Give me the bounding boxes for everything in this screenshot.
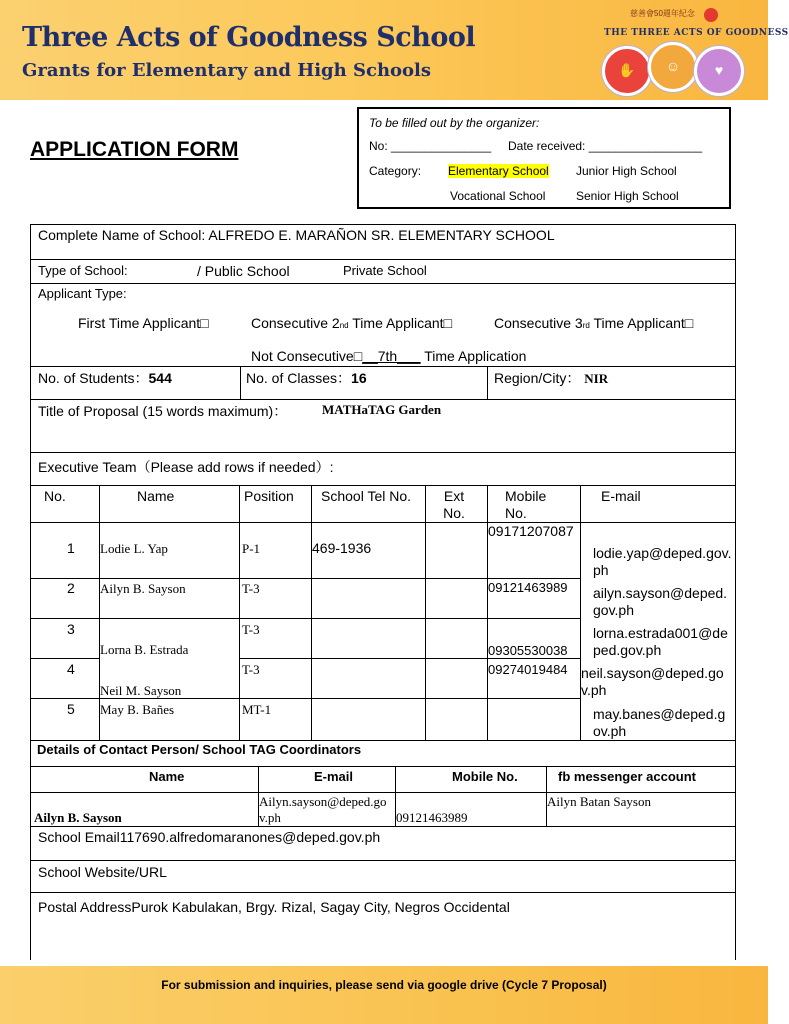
row-mobile[interactable]: 09121463989 bbox=[488, 580, 568, 595]
category-vocational[interactable]: Vocational School bbox=[450, 189, 546, 203]
row-name[interactable]: May B. Bañes bbox=[100, 702, 175, 717]
col-header-ext: Ext No. bbox=[443, 488, 465, 521]
consecutive-2nd-option[interactable]: Consecutive 2nd Time Applicant□ bbox=[251, 315, 453, 331]
submission-note: For submission and inquiries, please send via google drive (Cycle 7 Proposal) bbox=[161, 978, 607, 992]
school-email-field[interactable]: School Email117690.alfredomaranones@deped.gov.ph bbox=[38, 829, 381, 845]
not-consecutive-option[interactable]: Not Consecutive□__7th___ Time Application bbox=[251, 348, 527, 364]
school-program-title: Three Acts of Goodness School bbox=[22, 22, 476, 53]
row-no: 3 bbox=[67, 621, 75, 637]
form-title: APPLICATION FORM bbox=[30, 138, 239, 161]
row-position[interactable]: T-3 bbox=[242, 662, 260, 677]
contact-name[interactable]: Ailyn B. Sayson bbox=[34, 810, 122, 825]
contact-col-fb: fb messenger account bbox=[558, 769, 696, 784]
row-email[interactable]: lodie.yap@deped.gov.ph bbox=[593, 545, 732, 578]
category-elementary[interactable]: Elementary School bbox=[448, 164, 549, 178]
consecutive-3rd-option[interactable]: Consecutive 3rd Time Applicant□ bbox=[494, 315, 694, 331]
applicant-type-label: Applicant Type: bbox=[38, 286, 127, 301]
col-header-email: E-mail bbox=[601, 488, 641, 504]
program-subtitle: Grants for Elementary and High Schools bbox=[22, 60, 432, 81]
row-position[interactable]: P-1 bbox=[242, 541, 261, 556]
row-position[interactable]: T-3 bbox=[242, 581, 260, 596]
proposal-title-value[interactable]: MATHaTAG Garden bbox=[322, 402, 442, 417]
footer-banner bbox=[0, 966, 768, 1024]
col-header-no: No. bbox=[44, 488, 66, 504]
col-header-mobile: Mobile No. bbox=[505, 488, 547, 521]
heart-icon bbox=[704, 8, 718, 22]
col-header-position: Position bbox=[244, 488, 294, 504]
row-name[interactable]: Ailyn B. Sayson bbox=[100, 581, 186, 596]
contact-col-name: Name bbox=[149, 769, 185, 784]
anniversary-mark: 慈善會50週年紀念 bbox=[630, 9, 695, 18]
row-email[interactable]: ailyn.sayson@deped.gov.ph bbox=[593, 585, 728, 618]
contact-mobile[interactable]: 09121463989 bbox=[396, 810, 468, 825]
row-position[interactable]: T-3 bbox=[242, 622, 260, 637]
row-mobile[interactable]: 09171207087 bbox=[488, 523, 574, 539]
three-acts-logo bbox=[598, 6, 789, 98]
hand-icon: ✋ bbox=[602, 46, 652, 96]
logo-arc-text: THE THREE ACTS OF GOODNESS bbox=[604, 28, 789, 38]
row-no: 5 bbox=[67, 701, 75, 717]
private-school-option[interactable]: Private School bbox=[343, 263, 427, 278]
proposal-title-label: Title of Proposal (15 words maximum)： bbox=[38, 403, 288, 419]
school-name-field[interactable]: Complete Name of School: ALFREDO E. MARAÑON SR. ELEMENTARY SCHOOL bbox=[38, 227, 555, 243]
row-email[interactable]: may.banes@deped.gov.ph bbox=[593, 706, 726, 739]
region-city-field[interactable]: Region/City： NIR bbox=[494, 370, 609, 386]
public-school-option[interactable]: / Public School bbox=[197, 263, 290, 279]
contact-fb[interactable]: Ailyn Batan Sayson bbox=[547, 794, 651, 809]
row-name[interactable]: Lorna B. Estrada bbox=[100, 642, 189, 657]
organizer-no-field[interactable]: No: _______________ bbox=[369, 139, 492, 153]
organizer-box bbox=[357, 107, 731, 209]
first-time-applicant-option[interactable]: First Time Applicant□ bbox=[78, 315, 209, 331]
row-name[interactable]: Neil M. Sayson bbox=[100, 683, 182, 698]
category-junior-high[interactable]: Junior High School bbox=[576, 164, 677, 178]
category-label: Category: bbox=[369, 164, 422, 178]
row-no: 2 bbox=[67, 580, 75, 596]
students-count-field[interactable]: No. of Students：544 bbox=[38, 370, 172, 386]
smile-icon: ☺ bbox=[648, 42, 698, 92]
heart-thought-icon: ♥ bbox=[694, 46, 744, 96]
row-tel[interactable]: 469-1936 bbox=[312, 540, 372, 556]
row-no: 4 bbox=[67, 661, 75, 677]
col-header-name: Name bbox=[137, 488, 175, 504]
row-email[interactable]: neil.sayson@deped.gov.ph bbox=[581, 665, 724, 698]
contact-email[interactable]: Ailyn.sayson@deped.gov.ph bbox=[259, 794, 387, 825]
school-website-field[interactable]: School Website/URL bbox=[38, 864, 167, 880]
col-header-tel: School Tel No. bbox=[321, 488, 412, 504]
row-name[interactable]: Lodie L. Yap bbox=[100, 541, 168, 556]
type-of-school-label: Type of School: bbox=[38, 263, 128, 278]
contact-col-mobile: Mobile No. bbox=[452, 769, 518, 784]
row-mobile[interactable]: 09274019484 bbox=[488, 662, 568, 677]
organizer-heading: To be filled out by the organizer: bbox=[369, 116, 540, 130]
executive-team-label: Executive Team（Please add rows if needed）: bbox=[38, 459, 334, 475]
category-senior-high[interactable]: Senior High School bbox=[576, 189, 679, 203]
row-mobile[interactable]: 09305530038 bbox=[488, 643, 568, 658]
contact-section-title: Details of Contact Person/ School TAG Coordinators bbox=[37, 742, 362, 757]
row-email[interactable]: lorna.estrada001@deped.gov.ph bbox=[593, 625, 728, 658]
postal-address-field[interactable]: Postal AddressPurok Kabulakan, Brgy. Rizal, Sagay City, Negros Occidental bbox=[38, 899, 510, 915]
classes-count-field[interactable]: No. of Classes：16 bbox=[246, 370, 367, 386]
row-position[interactable]: MT-1 bbox=[242, 702, 272, 717]
organizer-date-field[interactable]: Date received: _________________ bbox=[508, 139, 703, 153]
row-no: 1 bbox=[67, 540, 75, 556]
contact-col-email: E-mail bbox=[314, 769, 354, 784]
header-banner bbox=[0, 0, 789, 100]
